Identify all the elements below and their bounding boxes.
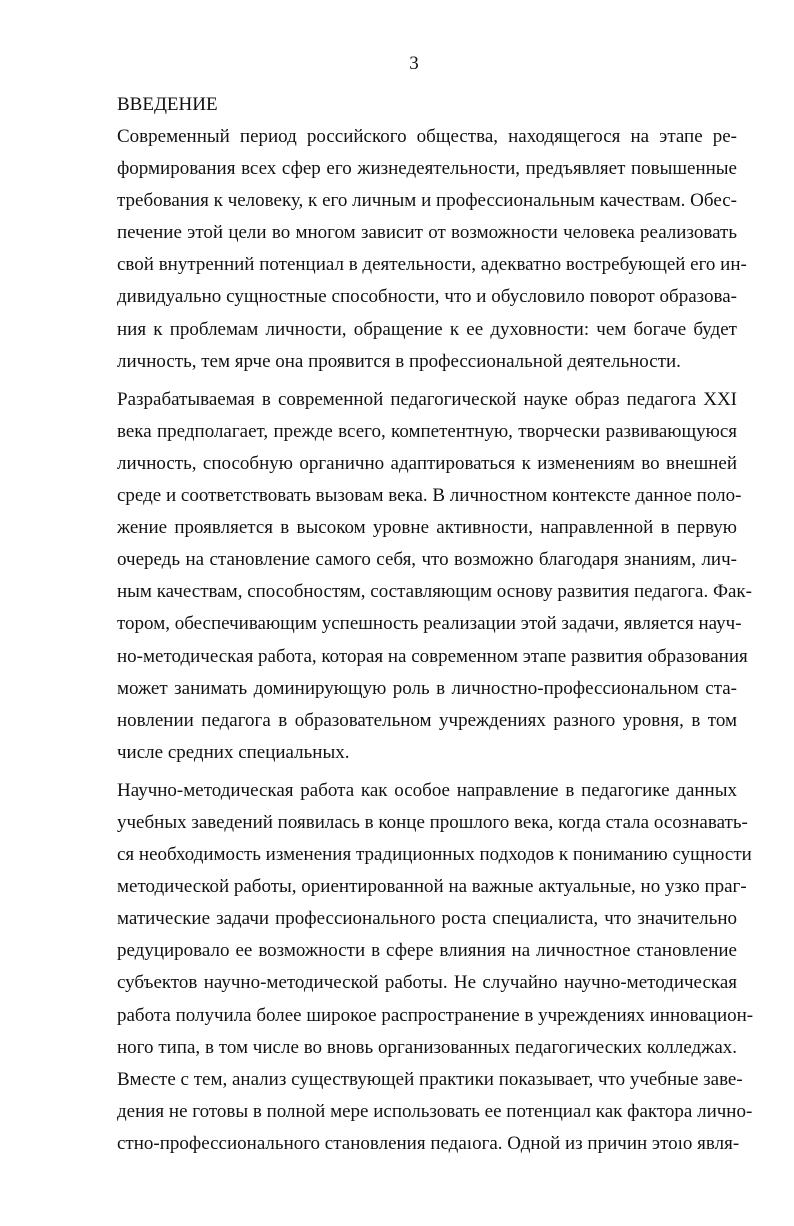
text-line: печение этой цели во многом зависит от возможности человека реализовать (117, 222, 737, 244)
text-line: Разрабатываемая в современной педагогической науке образ педагога XXI (117, 388, 737, 410)
text-line: личность, способную органично адаптироваться к изменениям во внешней (117, 452, 737, 474)
text-line: формирования всех сфер его жизнедеятельности, предъявляет повышенные (117, 158, 737, 180)
text-line: ся необходимость изменения традиционных подходов к пониманию сущности (117, 844, 752, 866)
page-number: 3 (409, 53, 419, 74)
text-line: среде и соответствовать вызовам века. В личностном контексте данное поло- (117, 485, 742, 507)
text-line: ния к проблемам личности, обращение к ее духовности: чем богаче будет (117, 318, 737, 340)
text-line: редуцировало ее возможности в сфере влияния на личностное становление (117, 940, 737, 962)
text-line: стно-профессионального становления педаıога. Одной из причин этоıо явля- (117, 1132, 740, 1154)
text-line: тором, обеспечивающим успешность реализации этой задачи, является науч- (117, 613, 742, 635)
text-line: личность, тем ярче она проявится в профессиональной деятельности. (117, 350, 681, 372)
text-line: очередь на становление самого себя, что возможно благодаря знаниям, лич- (117, 549, 737, 571)
text-line: но-методическая работа, которая на современном этапе развития образования (117, 645, 748, 667)
text-line: работа получила более широкое распространение в учреждениях инновацион- (117, 1004, 754, 1026)
text-line: методической работы, ориентированной на важные актуальные, но узко праг- (117, 876, 747, 898)
paragraph-2 (117, 384, 752, 769)
text-line: Вместе с тем, анализ существующей практики показывает, что учебные заве- (117, 1068, 743, 1090)
text-line: жение проявляется в высоком уровне активности, направленной в первую (117, 517, 737, 539)
paragraph-1 (117, 121, 747, 378)
text-line: Современный период российского общества, находящегося на этапе ре- (117, 126, 737, 147)
text-line: матические задачи профессионального роста специалиста, что значительно (117, 908, 737, 930)
text-line: учебных заведений появилась в конце прошлого века, когда стала осознавать- (117, 811, 748, 833)
paragraph-3 (117, 775, 754, 1160)
page-body (117, 89, 754, 1160)
text-line: субъектов научно-методической работы. Не случайно научно-методическая (117, 972, 737, 994)
text-line: Научно-методическая работа как особое направление в педагогике данных (117, 779, 737, 801)
text-line: требования к человеку, к его личным и профессиональным качествам. Обес- (117, 190, 737, 212)
text-line: ного типа, в том числе во вновь организованных педагогических колледжах. (117, 1036, 737, 1058)
text-line: ным качествам, способностям, составляющим основу развития педагога. Фак- (117, 581, 752, 603)
text-line: дения не готовы в полной мере использовать ее потенциал как фактора лично- (117, 1100, 753, 1122)
text-line: свой внутренний потенциал в деятельности, адекватно востребующей его ин- (117, 254, 747, 276)
text-line: дивидуально сущностные способности, что и обусловило поворот образова- (117, 286, 737, 308)
text-line: новлении педагога в образовательном учреждениях разного уровня, в том (117, 709, 737, 731)
text-line: может занимать доминирующую роль в личностно-профессиональном ста- (117, 677, 737, 699)
text-line: числе средних специальных. (117, 741, 350, 763)
section-heading: ВВЕДЕНИЕ (117, 94, 218, 115)
text-line: века предполагает, прежде всего, компетентную, творчески развивающуюся (117, 420, 737, 442)
